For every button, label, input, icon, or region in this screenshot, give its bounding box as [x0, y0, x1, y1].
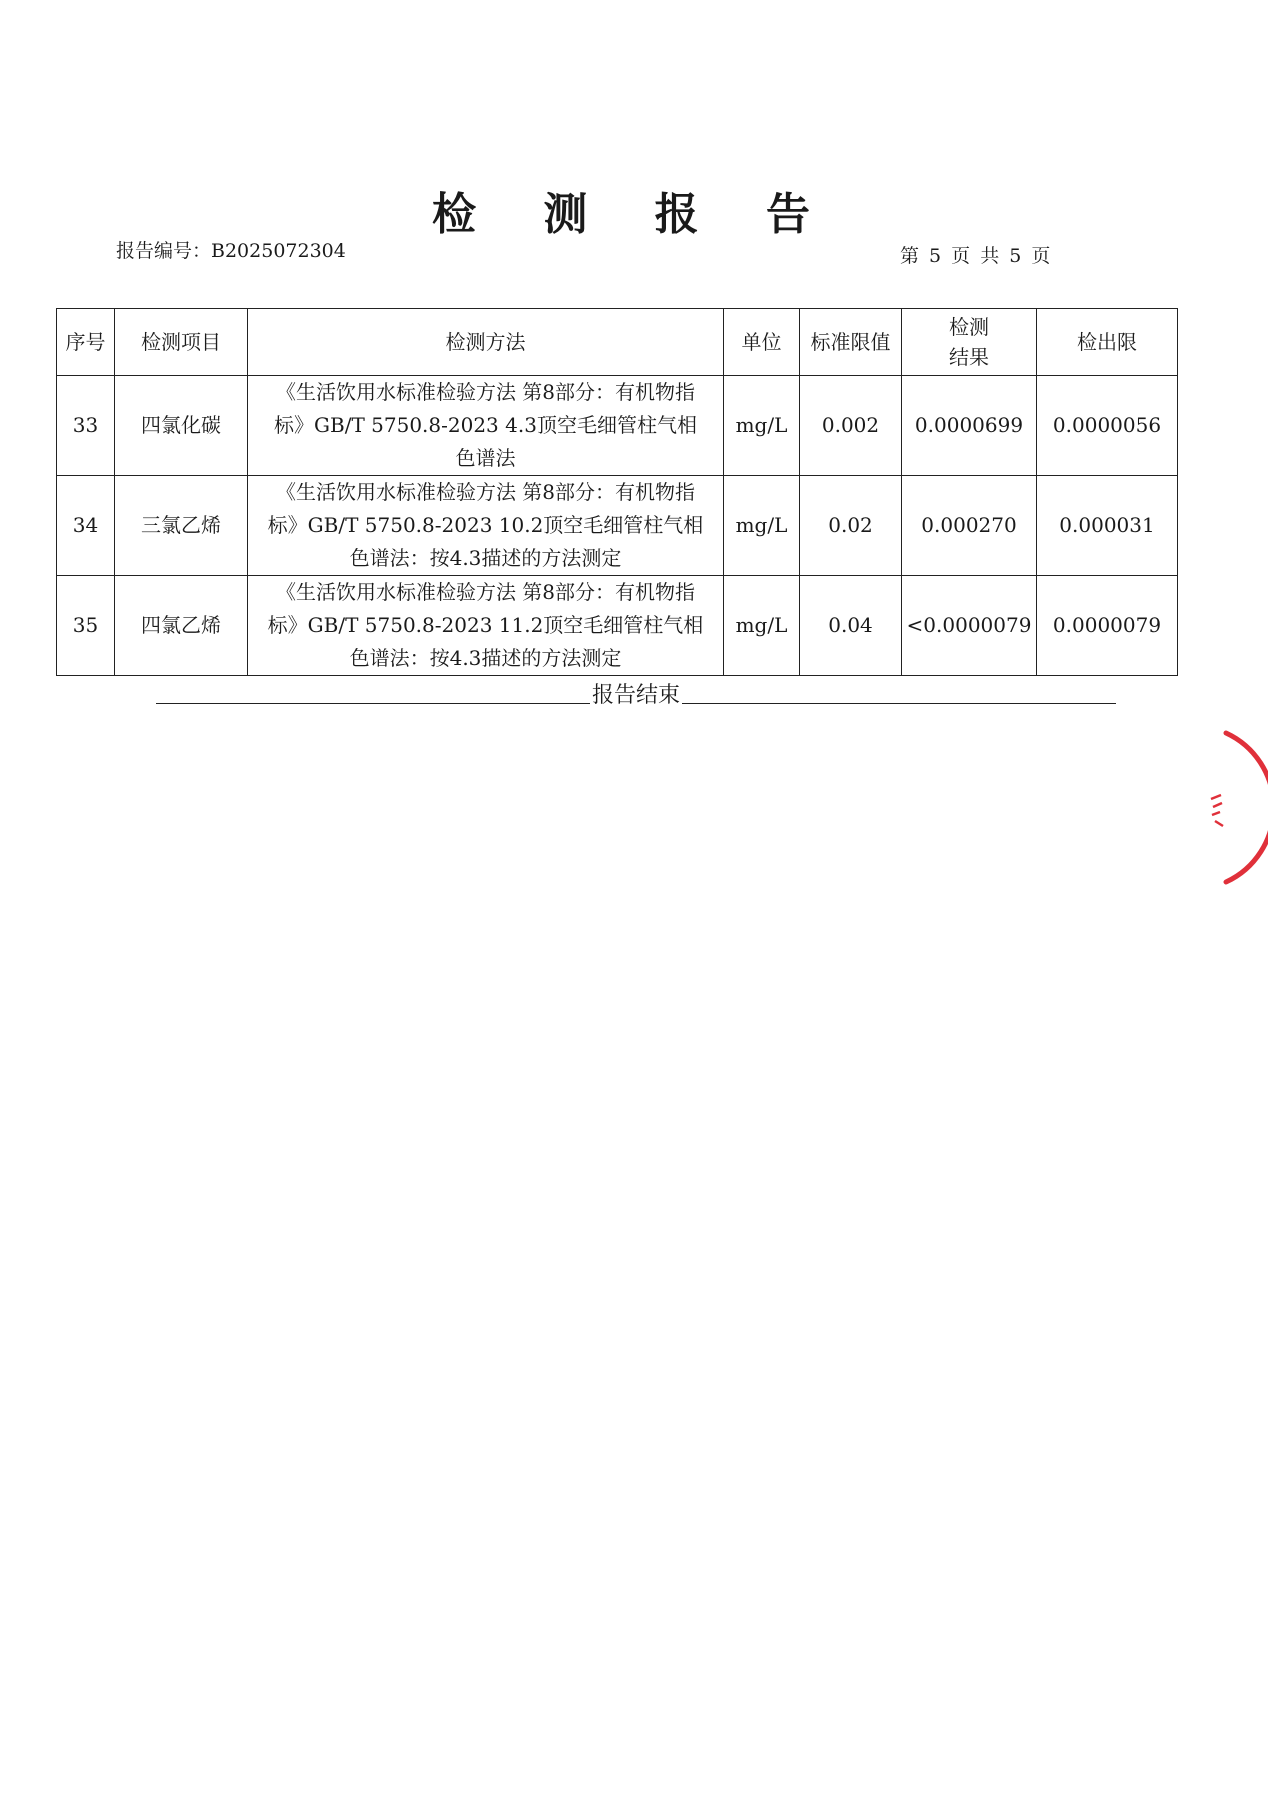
header-seq: 序号: [57, 309, 115, 376]
page-indicator: 第 5 页 共 5 页: [900, 245, 1053, 267]
seal-stamp-icon: [1200, 725, 1268, 890]
results-table: [56, 308, 1178, 676]
method-line: 色谱法：按4.3描述的方法测定: [349, 546, 622, 570]
cell-item: 三氯乙烯: [115, 476, 248, 576]
cell-seq: 34: [57, 476, 115, 576]
method-line: 《生活饮用水标准检验方法 第8部分：有机物指: [275, 480, 696, 504]
cell-detection-limit: 0.0000079: [1037, 576, 1178, 676]
header-method: 检测方法: [248, 309, 724, 376]
table-row: [57, 476, 1178, 576]
header-result-line1: 检测: [949, 315, 989, 339]
method-line: 标》GB/T 5750.8-2023 4.3顶空毛细管柱气相: [274, 413, 697, 437]
cell-item: 四氯乙烯: [115, 576, 248, 676]
header-item: 检测项目: [115, 309, 248, 376]
method-line: 色谱法：按4.3描述的方法测定: [349, 646, 622, 670]
cell-method: [248, 476, 724, 576]
report-number: 报告编号：B2025072304: [116, 240, 346, 262]
method-line: 《生活饮用水标准检验方法 第8部分：有机物指: [275, 580, 696, 604]
cell-detection-limit: 0.000031: [1037, 476, 1178, 576]
seal-mark: [1211, 795, 1223, 826]
method-line: 《生活饮用水标准检验方法 第8部分：有机物指: [275, 380, 696, 404]
cell-result: 0.000270: [902, 476, 1037, 576]
cell-unit: mg/L: [724, 576, 800, 676]
cell-detection-limit: 0.0000056: [1037, 376, 1178, 476]
cell-method: [248, 376, 724, 476]
report-end-text: 报告结束: [592, 683, 681, 708]
cell-result: 0.0000699: [902, 376, 1037, 476]
end-rule-left: [156, 703, 590, 704]
table-row: [57, 376, 1178, 476]
end-rule-right: [682, 703, 1116, 704]
cell-limit: 0.002: [800, 376, 902, 476]
method-line: 色谱法: [455, 446, 516, 470]
method-line: 标》GB/T 5750.8-2023 10.2顶空毛细管柱气相: [267, 513, 704, 537]
cell-method: [248, 576, 724, 676]
table-row: [57, 576, 1178, 676]
cell-result: <0.0000079: [902, 576, 1037, 676]
cell-limit: 0.02: [800, 476, 902, 576]
seal-arc: [1226, 733, 1268, 882]
header-result: [902, 309, 1037, 376]
cell-seq: 35: [57, 576, 115, 676]
cell-unit: mg/L: [724, 376, 800, 476]
cell-limit: 0.04: [800, 576, 902, 676]
report-title: 检 测 报 告: [432, 189, 836, 240]
report-end-line: [156, 678, 1116, 709]
method-line: 标》GB/T 5750.8-2023 11.2顶空毛细管柱气相: [267, 613, 704, 637]
header-limit: 标准限值: [800, 309, 902, 376]
cell-item: 四氯化碳: [115, 376, 248, 476]
header-detection-limit: 检出限: [1037, 309, 1178, 376]
header-unit: 单位: [724, 309, 800, 376]
cell-unit: mg/L: [724, 476, 800, 576]
header-result-line2: 结果: [949, 345, 989, 369]
table-header-row: [57, 309, 1178, 376]
cell-seq: 33: [57, 376, 115, 476]
